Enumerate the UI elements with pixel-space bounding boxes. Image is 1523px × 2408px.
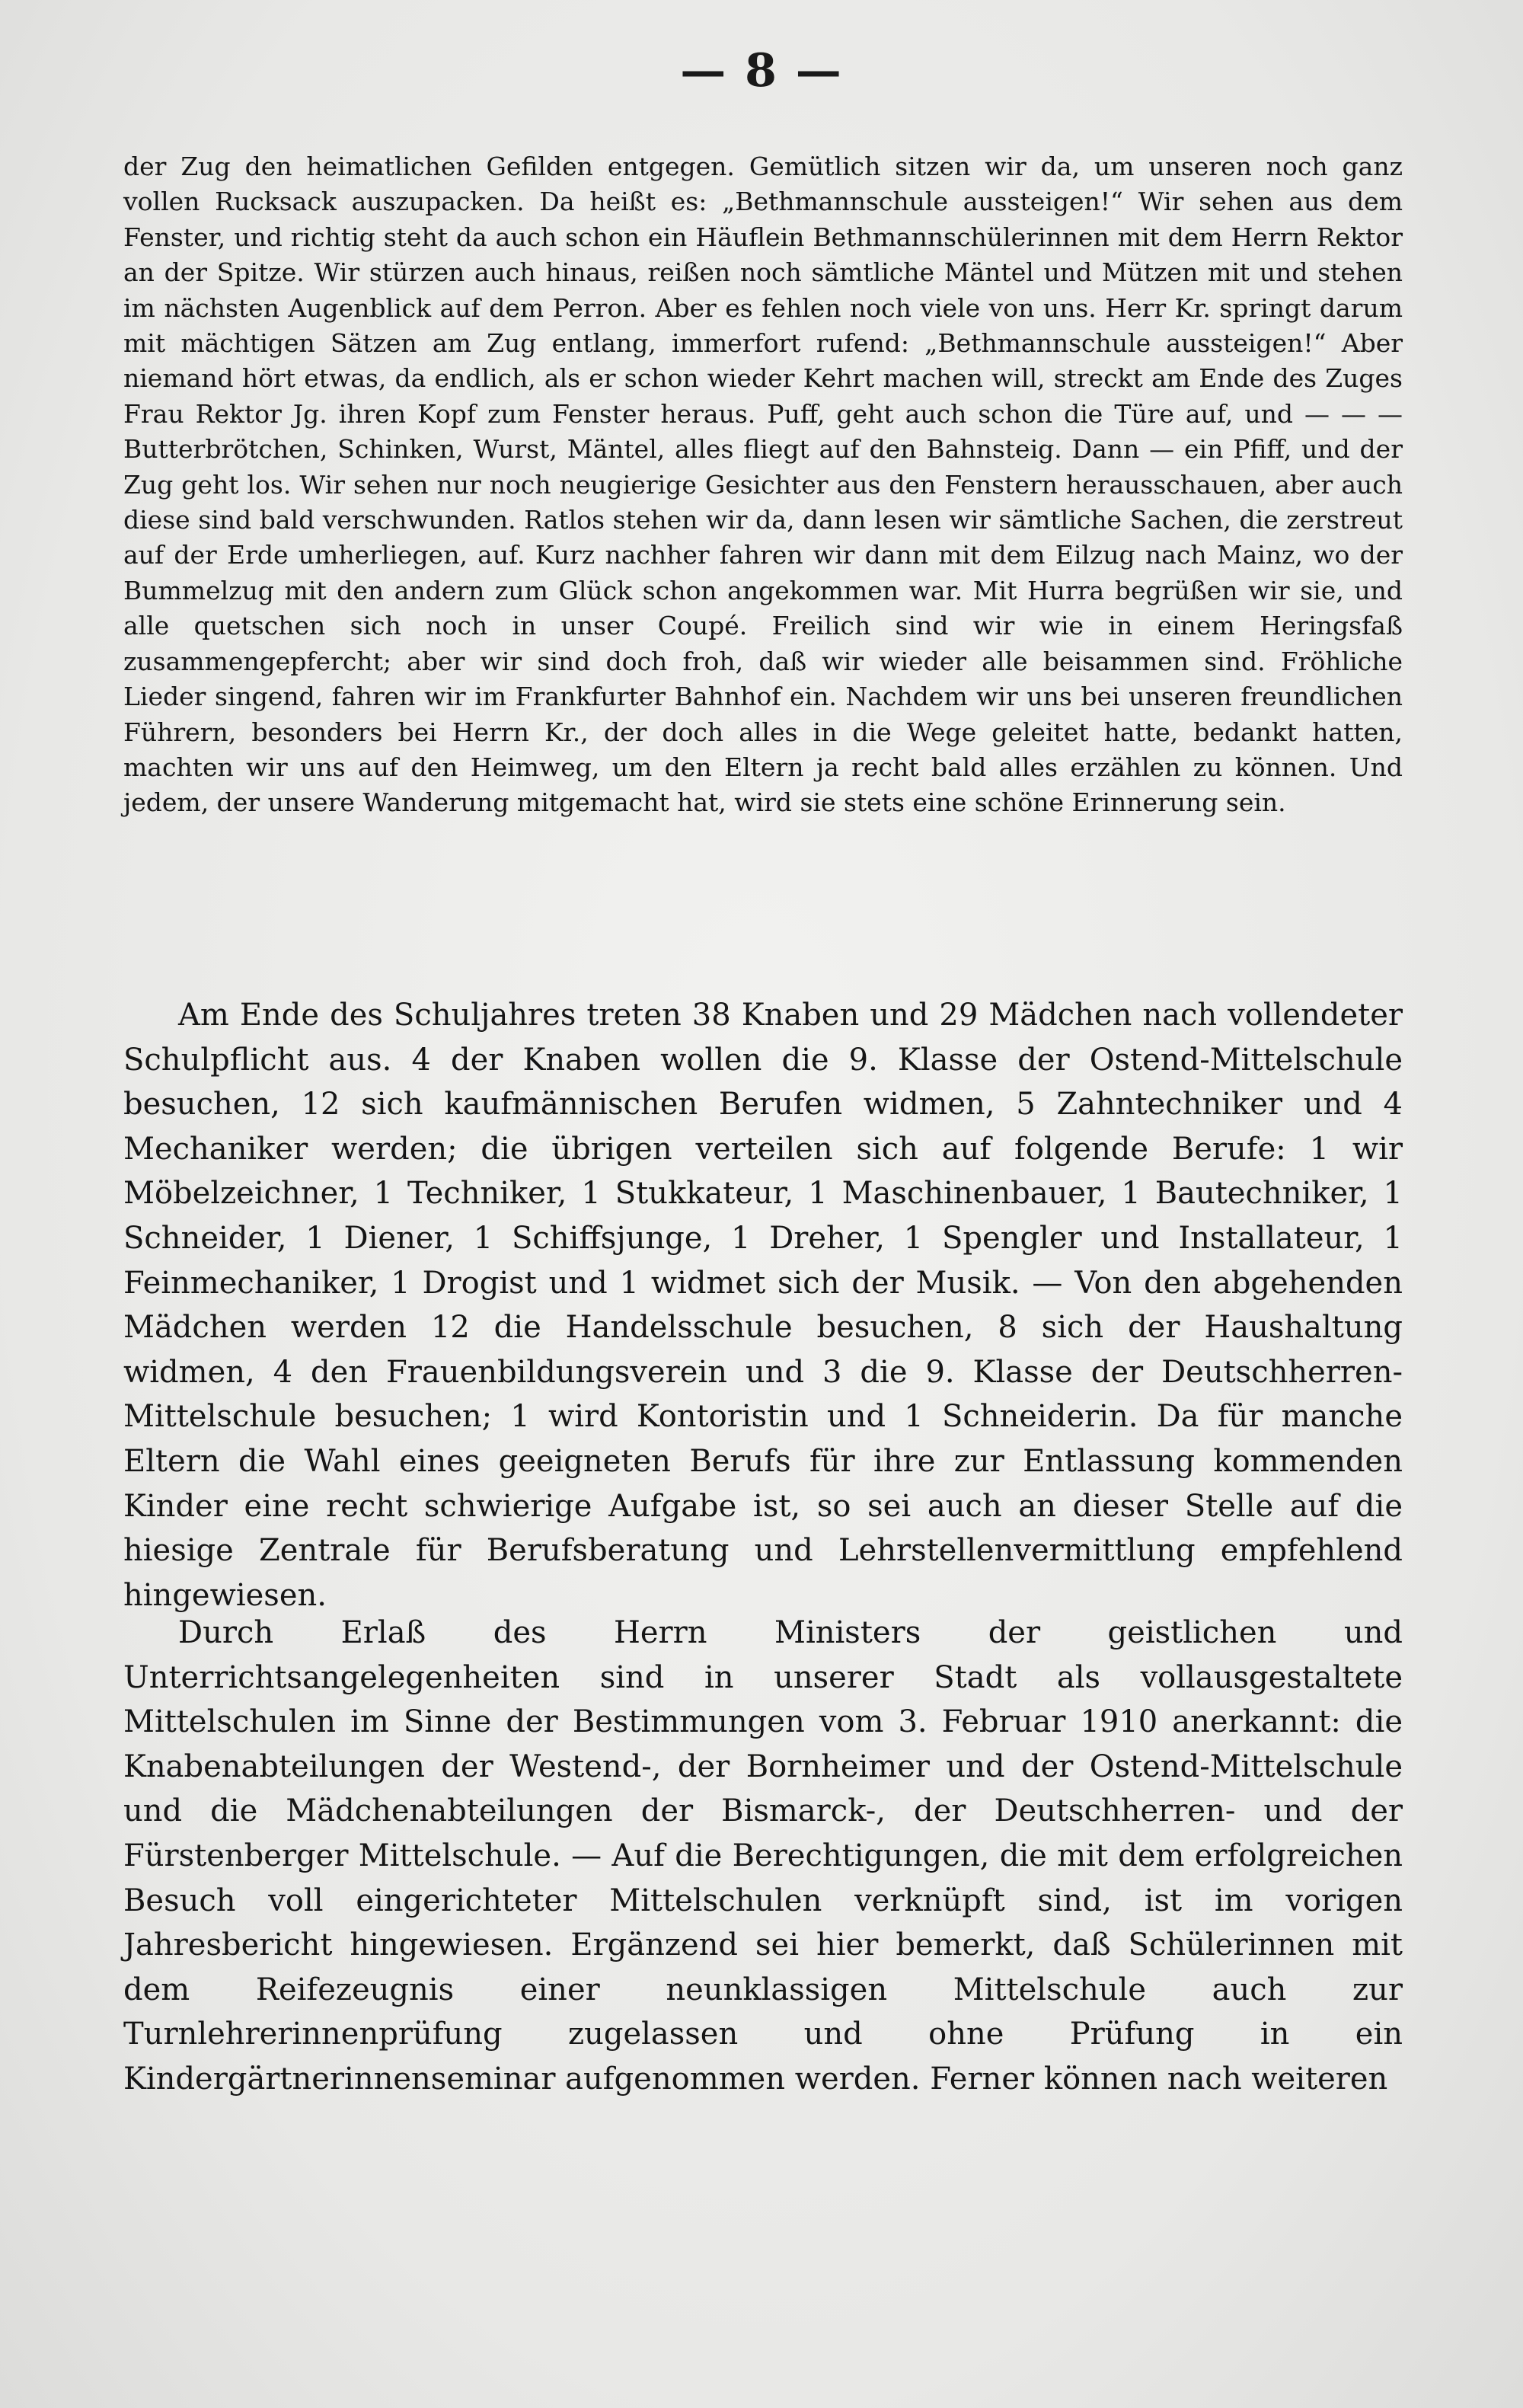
paragraph-excursion-report: der Zug den heimatlichen Gefilden entgegen. Gemütlich sitzen wir da, um unseren noch ganz vollen Rucksack auszupacken. Da heißt es: „Bethmannschule aussteigen!“ Wir sehen aus dem Fenster, und richtig steht da auch schon ein Häuflein Bethmannschülerinnen mit dem Herrn Rektor an der Spitze. Wir stürzen auch hinaus, reißen noch sämtliche Mäntel und Mützen mit und stehen im nächsten Augenblick auf dem Perron. Aber es fehlen noch viele von uns. Herr Kr. springt darum mit mächtigen Sätzen am Zug entlang, immerfort rufend: „Bethmannschule aussteigen!“ Aber niemand hört etwas, da endlich, als er schon wieder Kehrt machen will, streckt am Ende des Zuges Frau Rektor Jg. ihren Kopf zum Fenster heraus. Puff, geht auch schon die Türe auf, und — — — Butterbrötchen, Schinken, Wurst, Mäntel, alles fliegt auf den Bahnsteig. Dann — ein Pfiff, und der Zug geht los. Wir sehen nur noch neugierige Gesichter aus den Fenstern herausschauen, aber auch diese sind bald verschwunden. Ratlos stehen wir da, dann lesen wir sämtliche Sachen, die zerstreut auf der Erde umherliegen, auf. Kurz nachher fahren wir dann mit dem Eilzug nach Mainz, wo der Bummelzug mit den andern zum Glück schon angekommen war. Mit Hurra begrüßen wir sie, und alle quetschen sich noch in unser Coupé. Freilich sind wir wie in einem Heringsfaß zusammengepfercht; aber wir sind doch froh, daß wir wieder alle beisammen sind. Fröhliche Lieder singend, fahren wir im Frankfurter Bahnhof ein. Nachdem wir uns bei unseren freundlichen Führern, besonders bei Herrn Kr., der doch alles in die Wege geleitet hatte, bedankt hatten, machten wir uns auf den Heimweg, um den Eltern ja recht bald alles erzählen zu können. Und jedem, der unsere Wanderung mitgemacht hat, wird sie stets eine schöne Erinnerung sein. — [123, 152, 1403, 818]
paragraph-graduates: Am Ende des Schuljahres treten 38 Knaben und 29 Mädchen nach vollendeter Schulpflicht aus. 4 der Knaben wollen die 9. Klasse der Ostend-Mittelschule besuchen, 12 sich kaufmännischen Berufen widmen, 5 Zahntechniker und 4 Mechaniker werden; die übrigen verteilen sich auf folgende Berufe: 1 wir Möbelzeichner, 1 Techniker, 1 Stukkateur, 1 Maschinenbauer, 1 Bautechniker, 1 Schneider, 1 Diener, 1 Schiffsjunge, 1 Dreher, 1 Spengler und Installateur, 1 Feinmechaniker, 1 Drogist und 1 widmet sich der Musik. — Von den abgehenden Mädchen werden 12 die Handelsschule besuchen, 8 sich der Haushaltung widmen, 4 den Frauenbildungsverein und 3 die 9. Klasse der Deutschherren-Mittelschule besuchen; 1 wird Kontoristin und 1 Schneiderin. Da für manche Eltern die Wahl eines geeigneten Berufs für ihre zur Entlassung kommenden Kinder eine recht schwierige Aufgabe ist, so sei auch an dieser Stelle auf die hiesige Zentrale für Berufsberatung und Lehrstellenvermittlung empfehlend hingewiesen. — [123, 998, 1403, 1613]
page-number: — 8 — — [680, 44, 843, 97]
paragraph-ministerial-decree: Durch Erlaß des Herrn Ministers der geistlichen und Unterrichtsangelegenheiten sind in unserer Stadt als vollausgestaltete Mittelschulen im Sinne der Bestimmungen vom 3. Februar 1910 anerkannt: die Knabenabteilungen der Westend-, der Bornheimer und der Ostend-Mittelschule und die Mädchenabteilungen der Bismarck-, der Deutschherren- und der Fürstenberger Mittelschule. — Auf die Berechtigungen, die mit dem erfolgreichen Besuch voll eingerichteter Mittelschulen verknüpft sind, ist im vorigen Jahresbericht hingewiesen. Ergänzend sei hier bemerkt, daß Schülerinnen mit dem Reifezeugnis einer neunklassigen Mittelschule auch zur Turnlehrerinnenprüfung zugelassen und ohne Prüfung in ein Kindergärtnerinnenseminar aufgenommen werden. Ferner können nach weiteren — [123, 1615, 1403, 2097]
